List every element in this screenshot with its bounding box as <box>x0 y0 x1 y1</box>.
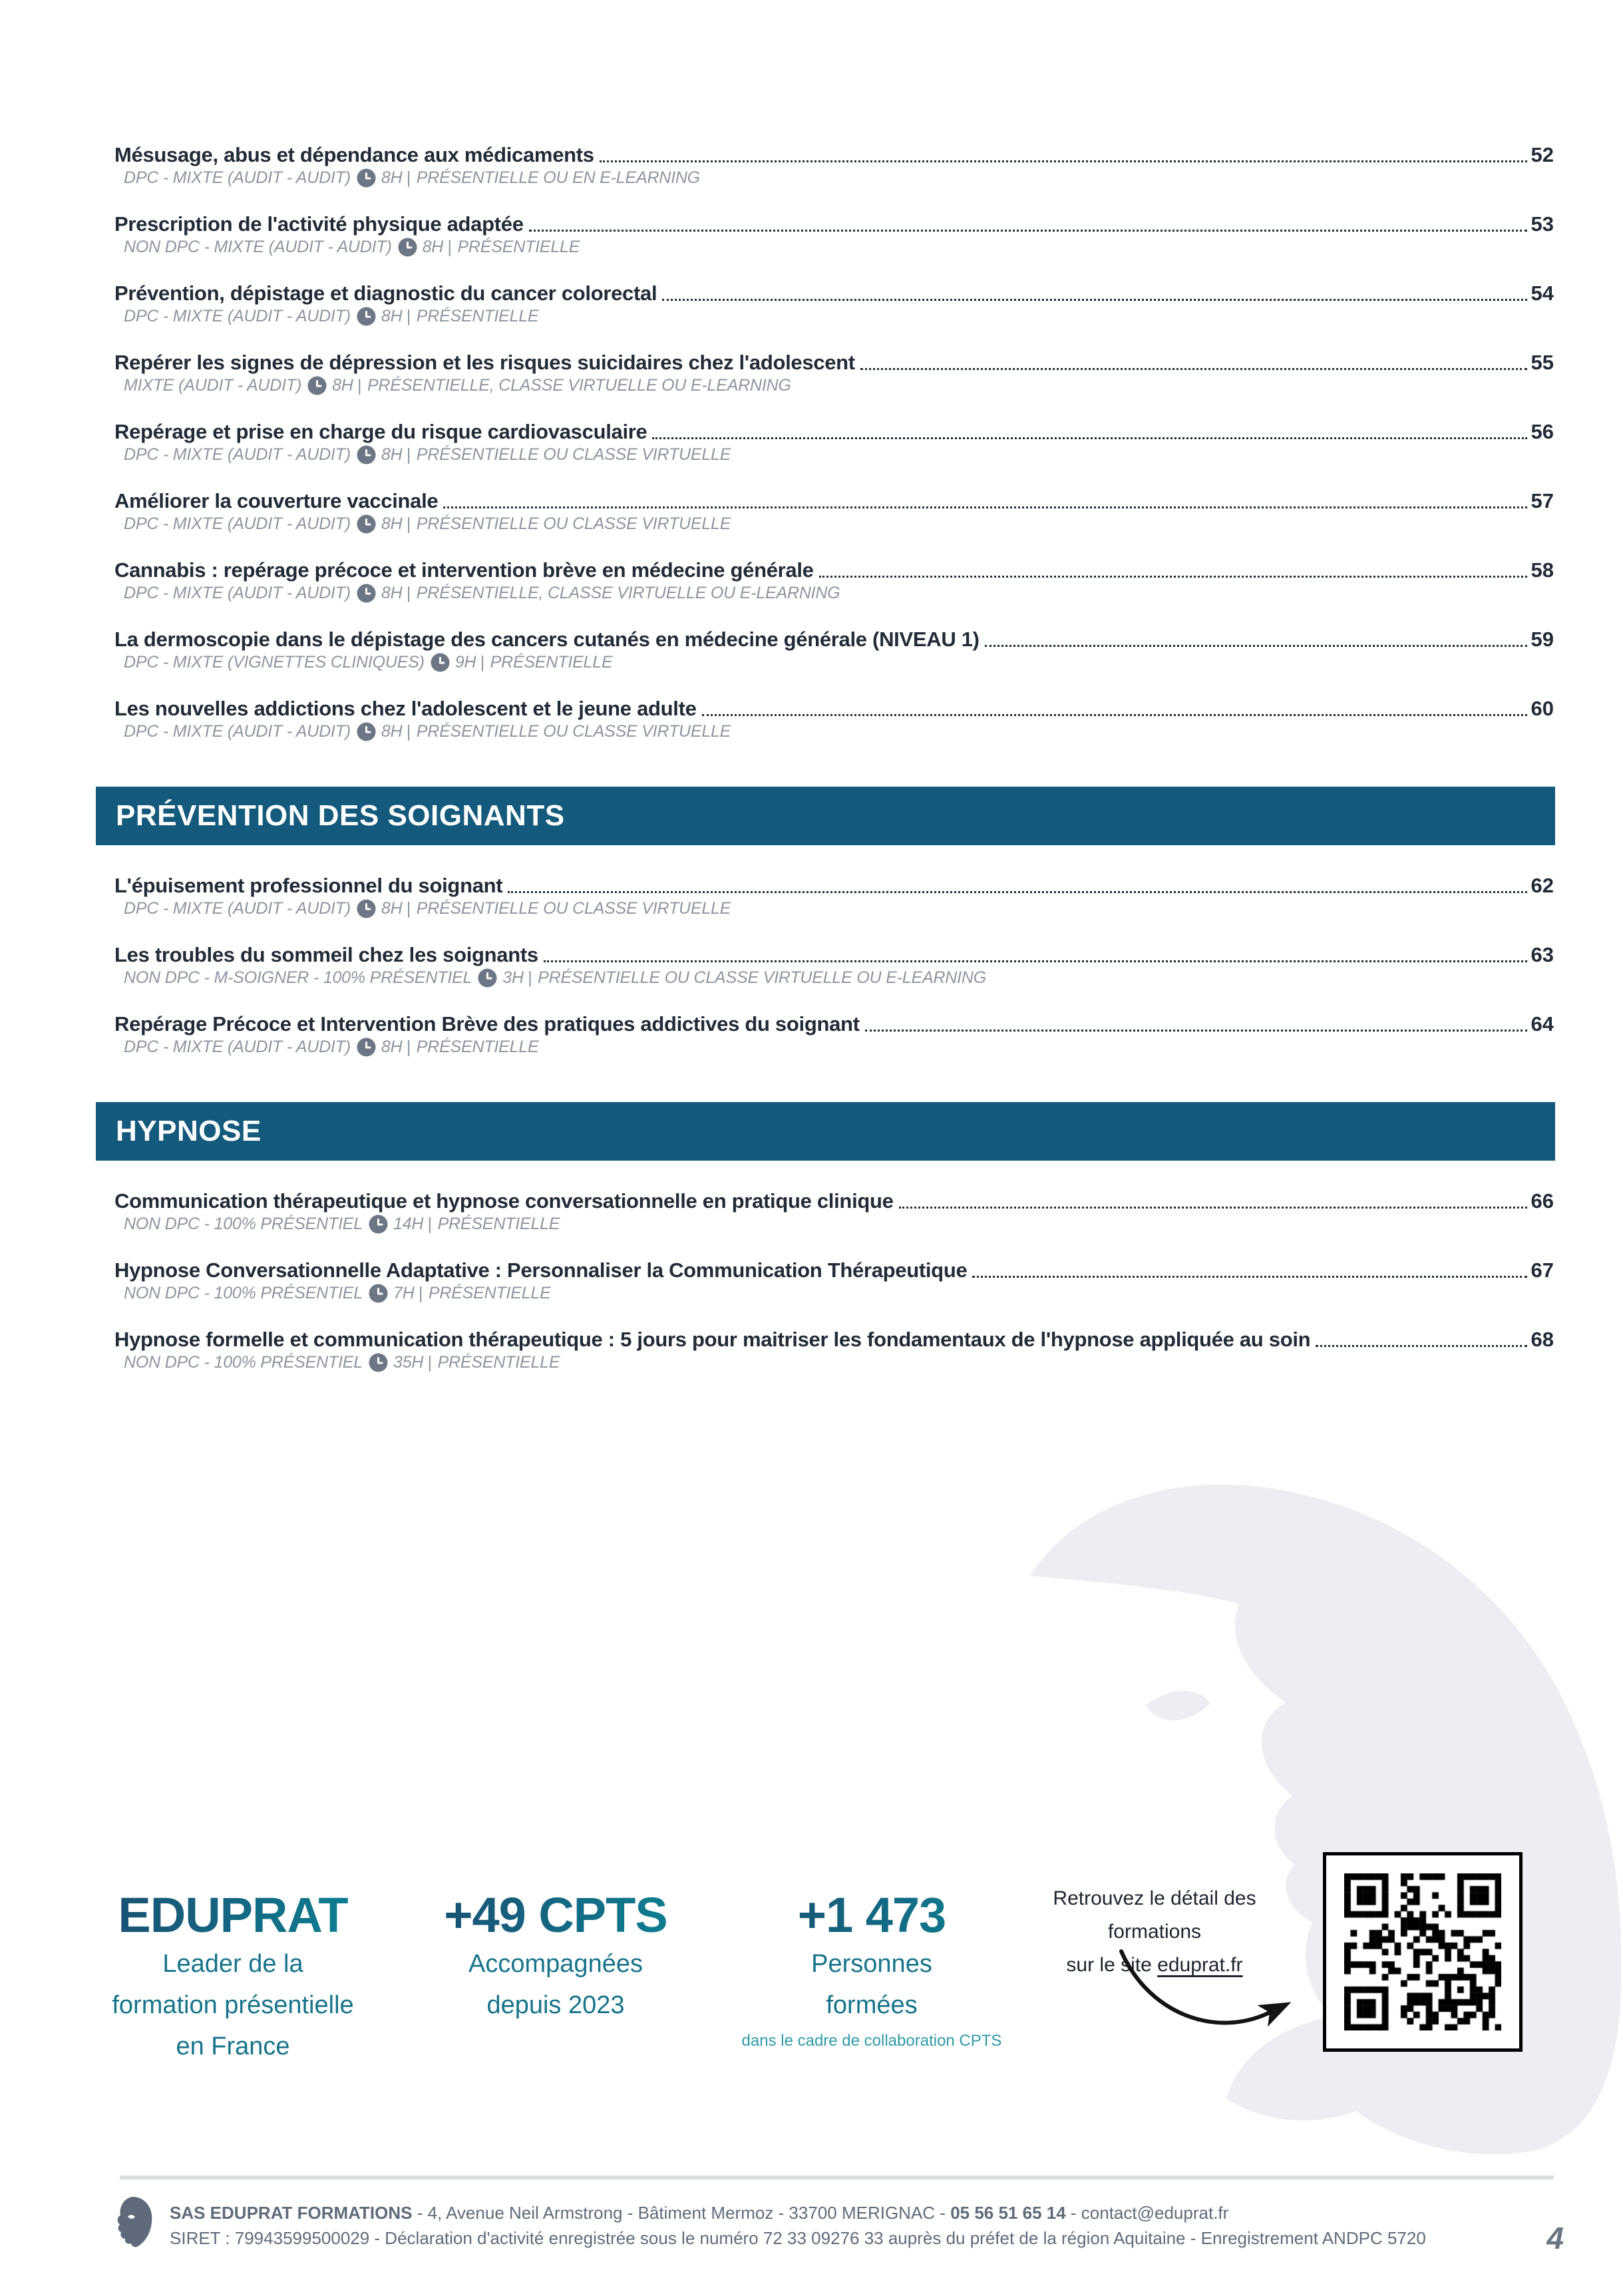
meta-separator: | <box>406 445 411 464</box>
entry-title[interactable]: Prévention, dépistage et diagnostic du cancer colorectal <box>114 282 657 305</box>
entry-title[interactable]: Les nouvelles addictions chez l'adolescent et le jeune adulte <box>114 697 697 720</box>
toc-entry <box>114 419 1554 465</box>
toc-entry <box>114 142 1554 188</box>
dotted-leader <box>544 960 1527 962</box>
toc-entry <box>114 942 1554 988</box>
toc-entry <box>114 281 1554 326</box>
entry-modality: PRÉSENTIELLE <box>416 1038 539 1056</box>
footer-line1 <box>170 2200 1434 2225</box>
entry-duration: 8H <box>422 238 444 256</box>
clock-icon <box>369 1284 388 1303</box>
entry-meta <box>114 1214 1554 1234</box>
toc-entry <box>114 1327 1554 1372</box>
entry-format-label: DPC - MIXTE (AUDIT - AUDIT) <box>124 307 351 325</box>
toc-entry <box>114 1012 1554 1057</box>
section-header <box>96 787 1555 845</box>
dotted-leader <box>899 1207 1527 1209</box>
entry-modality: PRÉSENTIELLE OU CLASSE VIRTUELLE <box>416 899 731 918</box>
footer-phone[interactable]: 05 56 51 65 14 <box>950 2203 1066 2223</box>
stat-eduprat <box>73 1887 393 2067</box>
entry-meta <box>114 1283 1554 1303</box>
watermark-face <box>998 1477 1623 2156</box>
meta-separator: | <box>406 899 411 918</box>
meta-separator: | <box>527 968 532 987</box>
entry-title[interactable]: Les troubles du sommeil chez les soignants <box>114 943 538 966</box>
meta-separator: | <box>406 722 411 741</box>
entry-modality: PRÉSENTIELLE <box>428 1284 551 1302</box>
toc-entry <box>114 696 1554 741</box>
entry-meta <box>114 652 1554 672</box>
entry-format-label: NON DPC - 100% PRÉSENTIEL <box>124 1353 363 1372</box>
entry-meta <box>114 583 1554 603</box>
eduprat-site-link[interactable]: eduprat.fr <box>1157 1954 1243 1976</box>
qr-caption-line2: formations <box>1107 1921 1202 1943</box>
stat-eduprat-line: en France <box>176 2032 290 2060</box>
entry-title[interactable]: Repérage Précoce et Intervention Brève des pratiques addictives du soignant <box>114 1012 860 1036</box>
entry-meta <box>114 375 1554 395</box>
stat-personnes-line: formées <box>826 1991 918 2019</box>
entry-duration: 8H <box>381 584 403 602</box>
dotted-leader <box>1316 1345 1527 1347</box>
meta-separator: | <box>427 1353 432 1372</box>
clock-icon <box>357 168 376 188</box>
meta-separator: | <box>427 1215 432 1233</box>
entry-modality: PRÉSENTIELLE <box>437 1215 560 1233</box>
entry-duration: 8H <box>332 376 353 395</box>
dotted-leader <box>508 891 1527 893</box>
entry-page-number[interactable]: 57 <box>1531 489 1554 512</box>
entry-meta <box>114 721 1554 741</box>
entry-format-label: DPC - MIXTE (AUDIT - AUDIT) <box>124 168 351 187</box>
entry-format-label: NON DPC - 100% PRÉSENTIEL <box>124 1215 363 1233</box>
toc-entry <box>114 873 1554 918</box>
entry-page-number[interactable]: 52 <box>1531 143 1554 166</box>
meta-separator: | <box>418 1284 423 1302</box>
entry-modality: PRÉSENTIELLE OU CLASSE VIRTUELLE <box>416 514 731 533</box>
entry-duration: 8H <box>381 307 403 325</box>
clock-icon <box>357 584 376 603</box>
entry-modality: PRÉSENTIELLE <box>457 238 580 256</box>
entry-duration: 8H <box>381 1038 403 1056</box>
clock-icon <box>357 445 376 465</box>
section-header-label: PRÉVENTION DES SOIGNANTS <box>116 799 565 832</box>
stat-eduprat-title: EDUPRAT <box>73 1887 393 1943</box>
toc-entry <box>114 627 1554 672</box>
entry-page-number[interactable]: 54 <box>1531 282 1554 305</box>
entry-page-number[interactable]: 55 <box>1531 351 1554 374</box>
entry-duration: 8H <box>381 722 403 741</box>
clock-icon <box>369 1353 388 1372</box>
stat-cpts-line: Accompagnées <box>468 1950 643 1978</box>
toc-entry <box>114 1189 1554 1234</box>
stat-personnes-note: dans le cadre de collaboration CPTS <box>741 2032 1002 2050</box>
dotted-leader <box>529 230 1527 232</box>
footer-divider <box>120 2176 1554 2180</box>
dotted-leader <box>865 1030 1527 1032</box>
entry-modality: PRÉSENTIELLE OU CLASSE VIRTUELLE OU E-LEARNING <box>538 968 987 987</box>
meta-separator: | <box>447 238 452 256</box>
entry-format-label: DPC - MIXTE (AUDIT - AUDIT) <box>124 584 351 602</box>
entry-duration: 8H <box>381 899 403 918</box>
dotted-leader <box>662 299 1527 301</box>
entry-format-label: DPC - MIXTE (AUDIT - AUDIT) <box>124 445 351 464</box>
meta-separator: | <box>406 584 411 602</box>
eduprat-face-logo <box>113 2196 153 2248</box>
entry-modality: PRÉSENTIELLE, CLASSE VIRTUELLE OU E-LEARNING <box>367 376 791 395</box>
entry-page-number[interactable]: 63 <box>1531 943 1554 966</box>
entry-meta <box>114 168 1554 188</box>
entry-duration: 14H <box>393 1215 424 1233</box>
meta-separator: | <box>406 1038 411 1056</box>
meta-separator: | <box>480 653 484 671</box>
entry-format-label: DPC - MIXTE (AUDIT - AUDIT) <box>124 514 351 533</box>
meta-separator: | <box>406 514 411 533</box>
footer-address: - 4, Avenue Neil Armstrong - Bâtiment Mermoz - 33700 MERIGNAC - <box>412 2203 951 2223</box>
entry-page-number[interactable]: 59 <box>1531 628 1554 651</box>
entry-meta <box>114 1037 1554 1057</box>
stat-eduprat-line: formation présentielle <box>112 1991 354 2019</box>
entry-page-number[interactable]: 60 <box>1531 697 1554 720</box>
stat-cpts-value: +49 CPTS <box>399 1887 712 1943</box>
qr-caption-line1: Retrouvez le détail des <box>1053 1887 1256 1909</box>
entry-duration: 35H <box>393 1353 424 1372</box>
entry-title[interactable]: L'épuisement professionnel du soignant <box>114 874 503 897</box>
dotted-leader <box>819 576 1527 578</box>
entry-duration: 7H <box>393 1284 415 1302</box>
entry-title[interactable]: Améliorer la couverture vaccinale <box>114 489 439 512</box>
dotted-leader <box>702 714 1527 716</box>
footer-company: SAS EDUPRAT FORMATIONS <box>170 2203 413 2223</box>
entry-format-label: NON DPC - M-SOIGNER - 100% PRÉSENTIEL <box>124 968 472 987</box>
entry-page-number[interactable]: 67 <box>1531 1258 1554 1282</box>
stat-cpts <box>399 1887 712 2026</box>
clock-icon <box>357 307 376 326</box>
entry-modality: PRÉSENTIELLE <box>437 1353 560 1372</box>
entry-modality: PRÉSENTIELLE OU EN E-LEARNING <box>416 168 701 187</box>
entry-modality: PRÉSENTIELLE OU CLASSE VIRTUELLE <box>416 722 731 741</box>
stat-personnes <box>715 1887 1028 2052</box>
entry-format-label: DPC - MIXTE (VIGNETTES CLINIQUES) <box>124 653 425 671</box>
section-header <box>96 1102 1555 1161</box>
entry-title[interactable]: Hypnose formelle et communication thérapeutique : 5 jours pour maitriser les fondamentaux de l'hypnose appliquée au soin <box>114 1328 1311 1351</box>
dotted-leader <box>652 437 1527 439</box>
entry-meta <box>114 898 1554 918</box>
entry-meta <box>114 445 1554 465</box>
dotted-leader <box>443 506 1527 508</box>
entry-meta <box>114 237 1554 257</box>
entry-format-label: MIXTE (AUDIT - AUDIT) <box>124 376 302 395</box>
entry-page-number[interactable]: 53 <box>1531 212 1554 236</box>
clock-icon <box>307 376 327 395</box>
qr-caption-line3: sur le site <box>1066 1954 1158 1976</box>
dotted-leader <box>600 160 1527 162</box>
clock-icon <box>357 1038 376 1057</box>
meta-separator: | <box>357 376 361 395</box>
entry-format-label: DPC - MIXTE (AUDIT - AUDIT) <box>124 1038 351 1056</box>
qr-code <box>1323 1852 1523 2052</box>
clock-icon <box>357 514 376 534</box>
dotted-leader <box>985 645 1527 647</box>
section-header-label: HYPNOSE <box>116 1115 262 1147</box>
entry-format-label: DPC - MIXTE (AUDIT - AUDIT) <box>124 722 351 741</box>
toc-entry <box>114 212 1554 257</box>
toc <box>114 0 1554 1372</box>
entry-page-number[interactable]: 66 <box>1531 1189 1554 1213</box>
entry-duration: 8H <box>381 514 403 533</box>
entry-format-label: DPC - MIXTE (AUDIT - AUDIT) <box>124 899 351 918</box>
entry-duration: 9H <box>454 653 476 671</box>
toc-entry <box>114 488 1554 534</box>
footer-line2: SIRET : 79943599500029 - Déclaration d'activité enregistrée sous le numéro 72 33 09276 33 auprès du préfet de la région Aquitaine - Enregistrement ANDPC 5720 <box>170 2228 1426 2248</box>
entry-meta <box>114 1352 1554 1372</box>
clock-icon <box>478 968 497 988</box>
entry-format-label: NON DPC - 100% PRÉSENTIEL <box>124 1284 363 1302</box>
page-number: 4 <box>1546 2221 1564 2255</box>
entry-page-number[interactable]: 62 <box>1531 874 1554 897</box>
stat-personnes-value: +1 473 <box>715 1887 1028 1943</box>
footer-email[interactable]: - contact@eduprat.fr <box>1065 2203 1229 2223</box>
entry-page-number[interactable]: 58 <box>1531 558 1554 582</box>
entry-duration: 3H <box>502 968 524 987</box>
clock-icon <box>398 238 417 257</box>
entry-modality: PRÉSENTIELLE, CLASSE VIRTUELLE OU E-LEARNING <box>416 584 840 602</box>
entry-page-number[interactable]: 56 <box>1531 420 1554 443</box>
entry-duration: 8H <box>381 445 403 464</box>
entry-title[interactable]: Communication thérapeutique et hypnose conversationnelle en pratique clinique <box>114 1189 894 1213</box>
entry-title[interactable]: La dermoscopie dans le dépistage des cancers cutanés en médecine générale (NIVEAU 1) <box>114 628 980 651</box>
entry-meta <box>114 968 1554 988</box>
entry-modality: PRÉSENTIELLE OU CLASSE VIRTUELLE <box>416 445 731 464</box>
qr-code-pattern <box>1344 1873 1501 2030</box>
entry-title[interactable]: Repérer les signes de dépression et les risques suicidaires chez l'adolescent <box>114 351 855 374</box>
entry-page-number[interactable]: 68 <box>1531 1328 1554 1351</box>
clock-icon <box>369 1215 388 1234</box>
entry-title[interactable]: Prescription de l'activité physique adaptée <box>114 212 524 236</box>
entry-format-label: NON DPC - MIXTE (AUDIT - AUDIT) <box>124 238 392 256</box>
curved-arrow-icon <box>1091 1938 1318 2051</box>
dotted-leader <box>972 1276 1527 1278</box>
entry-page-number[interactable]: 64 <box>1531 1012 1554 1036</box>
stat-eduprat-line: Leader de la <box>162 1950 303 1978</box>
entry-meta <box>114 306 1554 326</box>
toc-entry <box>114 558 1554 603</box>
clock-icon <box>357 722 376 741</box>
entry-meta <box>114 514 1554 534</box>
stat-cpts-line: depuis 2023 <box>486 1991 625 2019</box>
meta-separator: | <box>406 168 411 187</box>
clock-icon <box>357 899 376 918</box>
entry-title[interactable]: Cannabis : repérage précoce et intervention brève en médecine générale <box>114 558 814 582</box>
dotted-leader <box>860 368 1527 370</box>
entry-modality: PRÉSENTIELLE <box>490 653 613 671</box>
meta-separator: | <box>406 307 411 325</box>
entry-title[interactable]: Hypnose Conversationnelle Adaptative : Personnaliser la Communication Thérapeutique <box>114 1258 968 1282</box>
entry-modality: PRÉSENTIELLE <box>416 307 539 325</box>
toc-entry <box>114 1258 1554 1303</box>
footer-legal <box>170 2200 1434 2251</box>
entry-title[interactable]: Mésusage, abus et dépendance aux médicaments <box>114 143 594 166</box>
stat-personnes-line: Personnes <box>811 1950 932 1978</box>
entry-duration: 8H <box>381 168 403 187</box>
clock-icon <box>431 653 450 672</box>
entry-title[interactable]: Repérage et prise en charge du risque cardiovasculaire <box>114 420 647 443</box>
toc-entry <box>114 350 1554 395</box>
